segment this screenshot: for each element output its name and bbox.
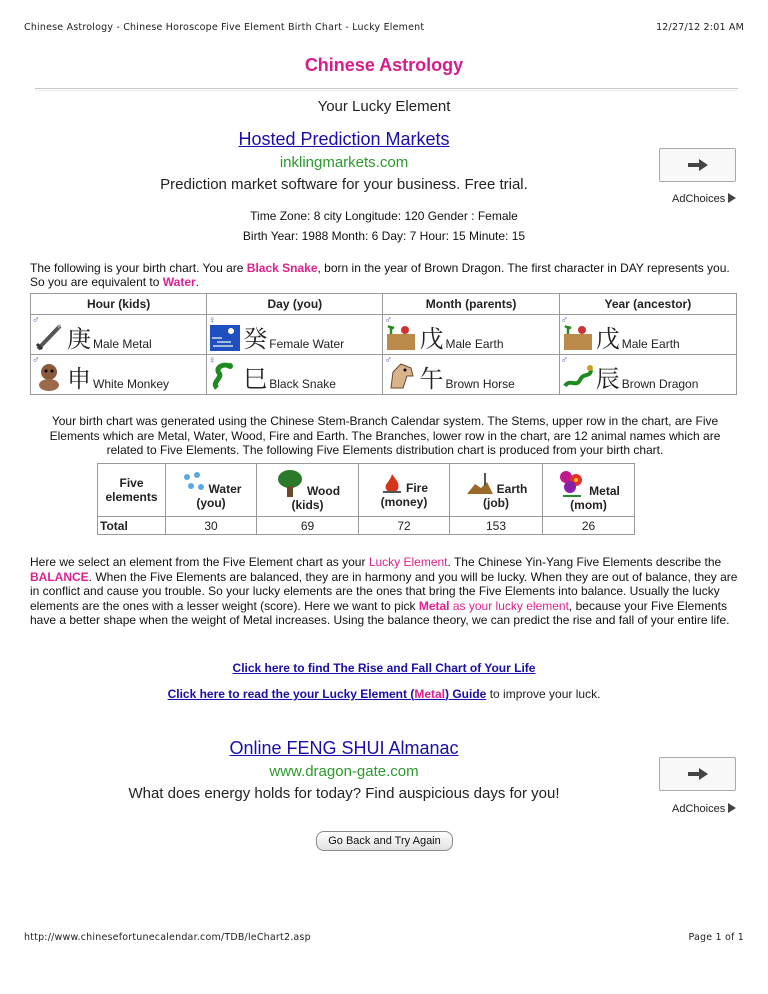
branch-label: Brown Dragon — [621, 376, 699, 391]
element-fire — [359, 464, 450, 517]
intro-part2: , born in the year of Brown Dragon. The first character in DAY represents you. So you are equivalent to — [30, 261, 730, 289]
as-lucky-term: as your lucky element — [449, 598, 569, 613]
balance-term: BALANCE — [30, 569, 89, 584]
rise-fall-link[interactable]: Click here to find The Rise and Fall Chart of Your Life — [232, 661, 536, 675]
guide-link-metal: Metal — [414, 687, 446, 701]
sword-icon: ♂ — [33, 320, 65, 352]
stem-cell-hour — [31, 315, 207, 355]
total-label: Total — [98, 517, 166, 535]
element-name: Metal — [589, 484, 620, 498]
element-name: Fire — [405, 481, 428, 495]
branch-cell-hour — [31, 355, 207, 395]
adchoices-label: AdChoices — [672, 803, 726, 815]
earth-icon: ♂ — [385, 320, 417, 352]
branch-label: Black Snake — [269, 376, 336, 391]
branch-cell-month — [383, 355, 559, 395]
guide-suffix: to improve your luck. — [486, 687, 601, 701]
total-wood: 69 — [257, 517, 359, 535]
header-day: Day (you) — [207, 294, 383, 315]
adchoices-label: AdChoices — [672, 193, 726, 205]
guide-link-row — [0, 687, 768, 701]
total-metal: 26 — [543, 517, 635, 535]
guide-link[interactable] — [168, 687, 487, 701]
ad2-url[interactable]: www.dragon-gate.com — [269, 763, 419, 780]
total-water: 30 — [166, 517, 257, 535]
divider — [35, 88, 738, 91]
ad2-description: What does energy holds for today? Find auspicious days for you! — [128, 785, 560, 802]
water-scene-icon: ♀ — [209, 320, 241, 352]
ad2-title[interactable]: Online FENG SHUI Almanac — [229, 738, 459, 758]
stem-char: 庚 — [67, 324, 91, 353]
print-footer-url: http://www.chinesefortunecalendar.com/TDB/leChart2.asp — [24, 932, 311, 943]
stem-label: Male Earth — [621, 336, 680, 351]
horse-icon: ♂ — [385, 360, 417, 392]
header-year: Year (ancestor) — [559, 294, 736, 315]
print-header-title: Chinese Astrology - Chinese Horoscope Five Element Birth Chart - Lucky Element — [24, 22, 425, 33]
stem-char: 戊 — [419, 324, 444, 353]
five-elements-table — [97, 463, 635, 535]
element-water — [166, 464, 257, 517]
print-footer-page: Page 1 of 1 — [688, 932, 744, 943]
ad1-title[interactable]: Hosted Prediction Markets — [238, 129, 450, 149]
fire-icon — [380, 471, 404, 495]
element-name: Water — [208, 482, 242, 496]
branch-cell-day — [207, 355, 383, 395]
branch-label: White Monkey — [93, 376, 170, 391]
stem-cell-year — [559, 315, 736, 355]
intro-part1: The following is your birth chart. You are — [30, 261, 247, 275]
branch-char: 辰 — [595, 364, 620, 393]
five-elements-label: Five elements — [98, 464, 166, 517]
birth-chart-table — [30, 293, 737, 395]
earth-shovel-icon — [465, 470, 495, 496]
element-role: (mom) — [570, 498, 607, 512]
ad1-adchoices[interactable] — [672, 193, 736, 205]
info-line-1: Time Zone: 8 city Longitude: 120 Gender : Female — [250, 209, 518, 223]
go-back-button[interactable]: Go Back and Try Again — [316, 831, 453, 851]
branch-char: 巳 — [243, 364, 268, 393]
intro-part3: . — [195, 275, 200, 289]
branch-char: 午 — [419, 364, 444, 393]
para-part2: . The Chinese Yin-Yang Five Elements describe the — [447, 555, 722, 569]
element-metal — [543, 464, 635, 517]
total-fire: 72 — [359, 517, 450, 535]
arrow-right-icon — [687, 158, 709, 172]
stem-cell-month — [383, 315, 559, 355]
element-name: Wood — [306, 484, 341, 498]
flowers-icon — [557, 468, 587, 498]
guide-link-pre: Click here to read the your Lucky Element ( — [167, 687, 415, 701]
branch-cell-year — [559, 355, 736, 395]
para-part3: . When the Five Elements are balanced, they are in harmony and you will be lucky. When they are out of balance, they are in conflict and cause you trouble. So your lucky elements are the ones that bring the Five Elements into balance. Usually the lucky elements are the ones with a lesser weight (score). Here we want to pick — [30, 569, 738, 613]
intro-text — [30, 261, 730, 289]
earth-icon: ♂ — [562, 320, 594, 352]
para-part4: , because your Five Elements have a better shape when the weight of Metal increases. Using the balance theory, we can predict the rise and fall of your entire life. — [30, 598, 730, 628]
stem-char: 戊 — [595, 324, 620, 353]
element-role: (job) — [483, 496, 509, 510]
ad2 — [0, 738, 688, 802]
tree-icon — [275, 468, 305, 498]
metal-term: Metal — [418, 598, 450, 613]
header-month: Month (parents) — [383, 294, 559, 315]
site-title[interactable]: Chinese Astrology — [304, 55, 464, 75]
ad2-adchoices[interactable] — [672, 803, 736, 815]
element-role: (money) — [380, 495, 428, 509]
page-heading: Your Lucky Element — [317, 98, 451, 115]
guide-link-post: ) Guide — [445, 687, 487, 701]
total-earth: 153 — [450, 517, 543, 535]
dragon-icon: ♂ — [562, 360, 594, 392]
lucky-element-paragraph — [30, 555, 738, 628]
header-hour: Hour (kids) — [31, 294, 207, 315]
monkey-icon: ♂ — [33, 360, 65, 392]
adchoices-icon — [728, 193, 736, 203]
element-name: Earth — [496, 482, 528, 496]
lucky-element-term: Lucky Element — [368, 555, 448, 569]
intro-animal: Black Snake — [246, 261, 318, 275]
stem-char: 癸 — [243, 324, 268, 353]
info-line-2: Birth Year: 1988 Month: 6 Day: 7 Hour: 15 Minute: 15 — [242, 229, 526, 243]
print-header-datetime: 12/27/12 2:01 AM — [656, 22, 744, 33]
rise-fall-link-row — [0, 659, 768, 677]
ad1-arrow-button[interactable] — [659, 148, 736, 182]
element-role: (you) — [196, 496, 226, 510]
para-part1: Here we select an element from the Five Element chart as your — [30, 555, 369, 569]
stem-label: Male Earth — [445, 336, 504, 351]
water-drops-icon — [181, 470, 207, 496]
snake-icon: ♀ — [209, 360, 241, 392]
stem-cell-day — [207, 315, 383, 355]
ad1-url[interactable]: inklingmarkets.com — [279, 154, 409, 171]
element-role: (kids) — [291, 498, 324, 512]
intro-element: Water — [162, 275, 196, 289]
branch-char: 申 — [67, 364, 91, 393]
stem-label: Female Water — [269, 336, 345, 351]
arrow-right-icon — [687, 767, 709, 781]
ad2-arrow-button[interactable] — [659, 757, 736, 791]
adchoices-icon — [728, 803, 736, 813]
element-wood — [257, 464, 359, 517]
branch-label: Brown Horse — [445, 376, 515, 391]
element-earth — [450, 464, 543, 517]
explanation-text: Your birth chart was generated using the Chinese Stem-Branch Calendar system. The Stems, upper row in the chart, are Five Elements which are Metal, Water, Wood, Fire and Earth. The Branches, lower row in the chart, are 12 animal names which are related to Five Elements. The following Five Elements distribution chart is produced from your birth chart. — [49, 414, 721, 457]
ad1-description: Prediction market software for your business. Free trial. — [160, 176, 528, 193]
stem-label: Male Metal — [93, 336, 152, 351]
ad1 — [0, 129, 688, 193]
